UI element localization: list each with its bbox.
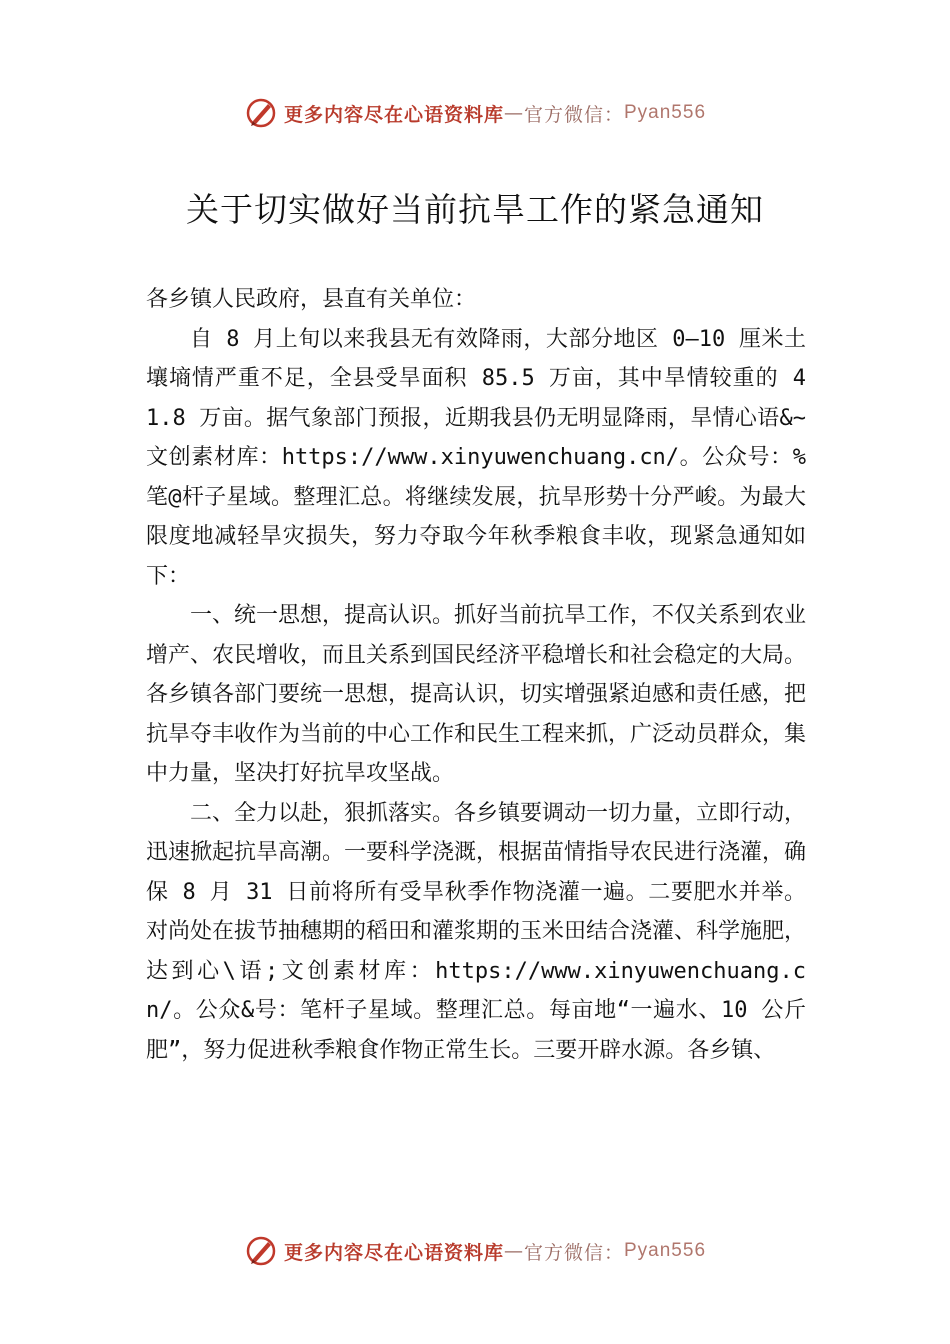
watermark-dash: — bbox=[503, 1240, 524, 1262]
watermark-header bbox=[0, 96, 950, 130]
paragraph-section-2: 二、全力以赴，狠抓落实。各乡镇要调动一切力量，立即行动，迅速掀起抗旱高潮。一要科学浇溉，根据苗情指导农民进行浇灌，确保 8 月 31 日前将所有受旱秋季作物浇灌一遍。二要肥水并举。对尚处在拔节抽穗期的稻田和灌浆期的玉米田结合浇灌、科学施肥，达到心\语;文创素材库：https://www.xinyuwenchuang.cn/。公众&号：笔杆子星域。整理汇总。每亩地“一遍水、10 公斤肥”，努力促进秋季粮食作物正常生长。三要开辟水源。各乡镇、 bbox=[146, 800, 807, 1063]
salutation: 各乡镇人民政府，县直有关单位： bbox=[146, 287, 477, 312]
pen-logo-icon bbox=[244, 96, 278, 130]
document-body bbox=[146, 280, 806, 1070]
watermark-main-text: 更多内容尽在心语资料库 bbox=[283, 103, 504, 126]
watermark-main-text: 更多内容尽在心语资料库 bbox=[283, 1241, 504, 1264]
watermark-dash: — bbox=[503, 102, 524, 124]
watermark-label: 官方微信： bbox=[523, 1241, 624, 1264]
paragraph-section-1: 一、统一思想，提高认识。抓好当前抗旱工作，不仅关系到农业增产、农民增收，而且关系到国民经济平稳增长和社会稳定的大局。各乡镇各部门要统一思想，提高认识，切实增强紧迫感和责任感，把抗旱夺丰收作为当前的中心工作和民生工程来抓，广泛动员群众，集中力量，坚决打好抗旱攻坚战。 bbox=[146, 603, 807, 786]
document-title: 关于切实做好当前抗旱工作的紧急通知 bbox=[186, 190, 764, 229]
pen-logo-icon bbox=[244, 1234, 278, 1268]
watermark-label: 官方微信： bbox=[523, 103, 624, 126]
paragraph-intro: 自 8 月上旬以来我县无有效降雨，大部分地区 0—10 厘米土壤墒情严重不足，全县受旱面积 85.5 万亩，其中旱情较重的 41.8 万亩。据气象部门预报，近期我县仍无明显降雨，旱情心语&~文创素材库：https://www.xinyuwenchuang.cn/。公众号：%笔@杆子星域。整理汇总。将继续发展，抗旱形势十分严峻。为最大限度地减轻旱灾损失，努力夺取今年秋季粮食丰收，现紧急通知如下： bbox=[146, 326, 806, 589]
watermark-wechat-id: Pyan556 bbox=[624, 102, 707, 123]
watermark-wechat-id: Pyan556 bbox=[624, 1240, 707, 1261]
watermark-footer bbox=[0, 1234, 950, 1268]
